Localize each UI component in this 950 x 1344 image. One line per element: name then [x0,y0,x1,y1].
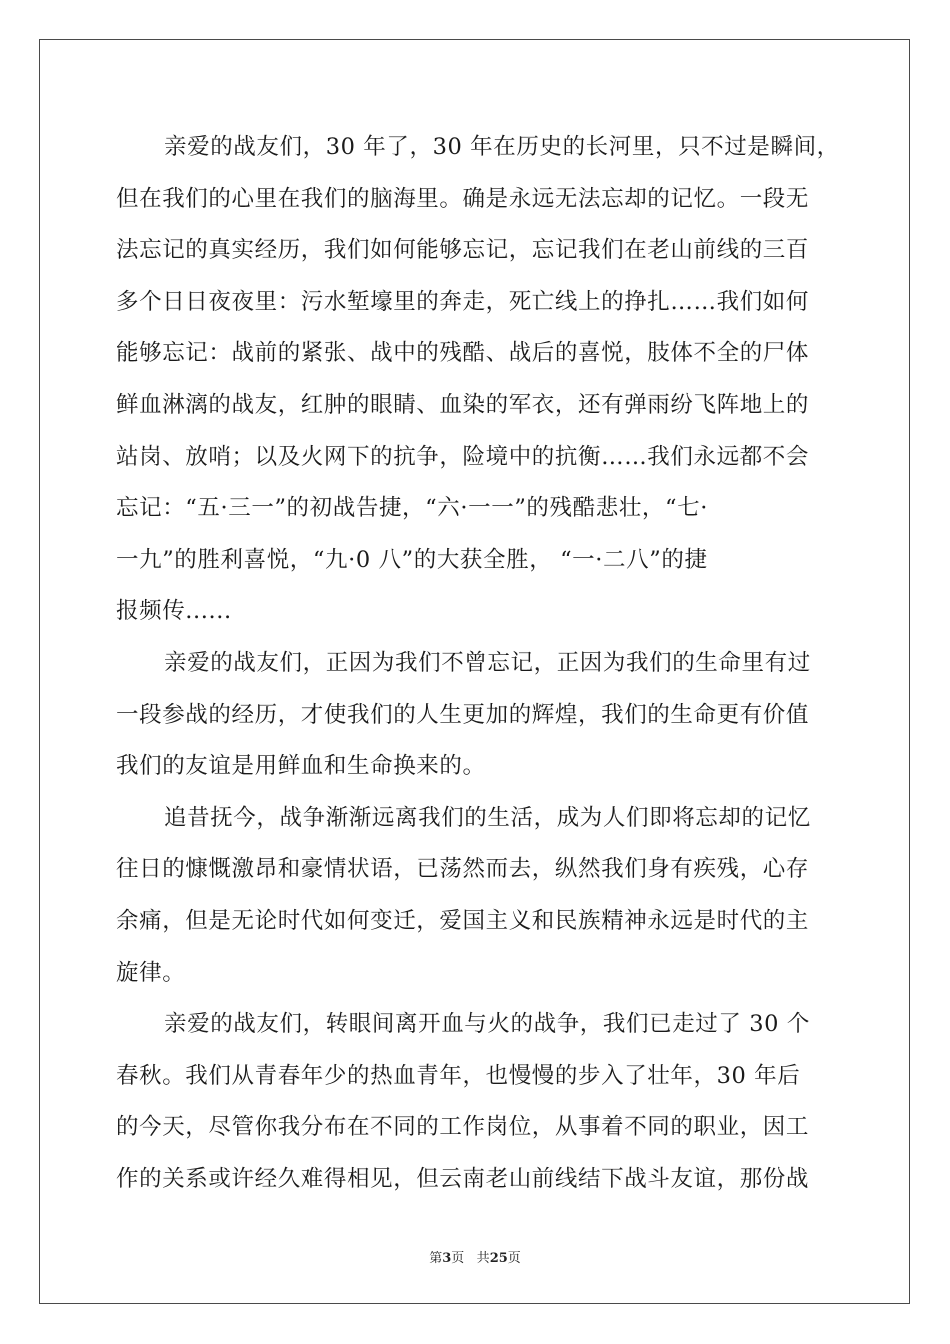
text-line: 站岗、放哨；以及火网下的抗争，险境中的抗衡……我们永远都不会 [116,443,810,470]
total-pages: 25 [489,1251,508,1266]
text-line: 我们的友谊是用鲜血和生命换来的。 [116,753,486,780]
text-line: 报频传...... [116,598,232,625]
text-line: 余痛，但是无论时代如何变迁，爱国主义和民族精神永远是时代的主 [116,907,810,934]
text-line: 多个日日夜夜里：污水堑壕里的奔走，死亡线上的挣扎……我们如何 [116,288,810,315]
text-line: 的今天，尽管你我分布在不同的工作岗位，从事着不同的职业，因工 [116,1114,810,1141]
text-line: 法忘记的真实经历，我们如何能够忘记，忘记我们在老山前线的三百 [116,237,810,264]
page-prefix: 第 [429,1251,443,1266]
text-line: 一段参战的经历，才使我们的人生更加的辉煌，我们的生命更有价值 [116,701,810,728]
page-suffix: 页 [451,1251,465,1266]
total-suffix: 页 [507,1251,521,1266]
document-body [116,122,840,1205]
text-line: 亲爱的战友们，转眼间离开血与火的战争，我们已走过了 30 个 [164,1011,810,1038]
text-line: 作的关系或许经久难得相见，但云南老山前线结下战斗友谊，那份战 [116,1165,810,1192]
text-line: 追昔抚今，战争渐渐远离我们的生活，成为人们即将忘却的记忆 [164,804,811,831]
text-line: 旋律。 [116,959,186,986]
text-line: 亲爱的战友们，正因为我们不曾忘记，正因为我们的生命里有过 [164,649,811,676]
text-line: 一九”的胜利喜悦，“九·0 八”的大获全胜， “一·二八”的捷 [116,546,708,573]
total-prefix: 共 [476,1251,490,1266]
text-line: 春秋。我们从青春年少的热血青年，也慢慢的步入了壮年，30 年后 [116,1062,801,1089]
text-line: 但在我们的心里在我们的脑海里。确是永远无法忘却的记忆。一段无 [116,185,810,212]
text-line: 往日的慷慨激昂和豪情状语，已荡然而去，纵然我们身有疾残，心存 [116,856,810,883]
text-line: 忘记：“五·三一”的初战告捷，“六·一一”的残酷悲壮，“七· [116,495,708,522]
page-number: 3 [442,1251,452,1266]
text-line: 亲爱的战友们，30 年了，30 年在历史的长河里，只不过是瞬间， [164,134,840,160]
text-line: 鲜血淋漓的战友，红肿的眼睛、血染的军衣，还有弹雨纷飞阵地上的 [116,391,810,418]
page-footer [0,1247,950,1266]
text-line: 能够忘记：战前的紧张、战中的残酷、战后的喜悦，肢体不全的尸体 [116,340,810,367]
